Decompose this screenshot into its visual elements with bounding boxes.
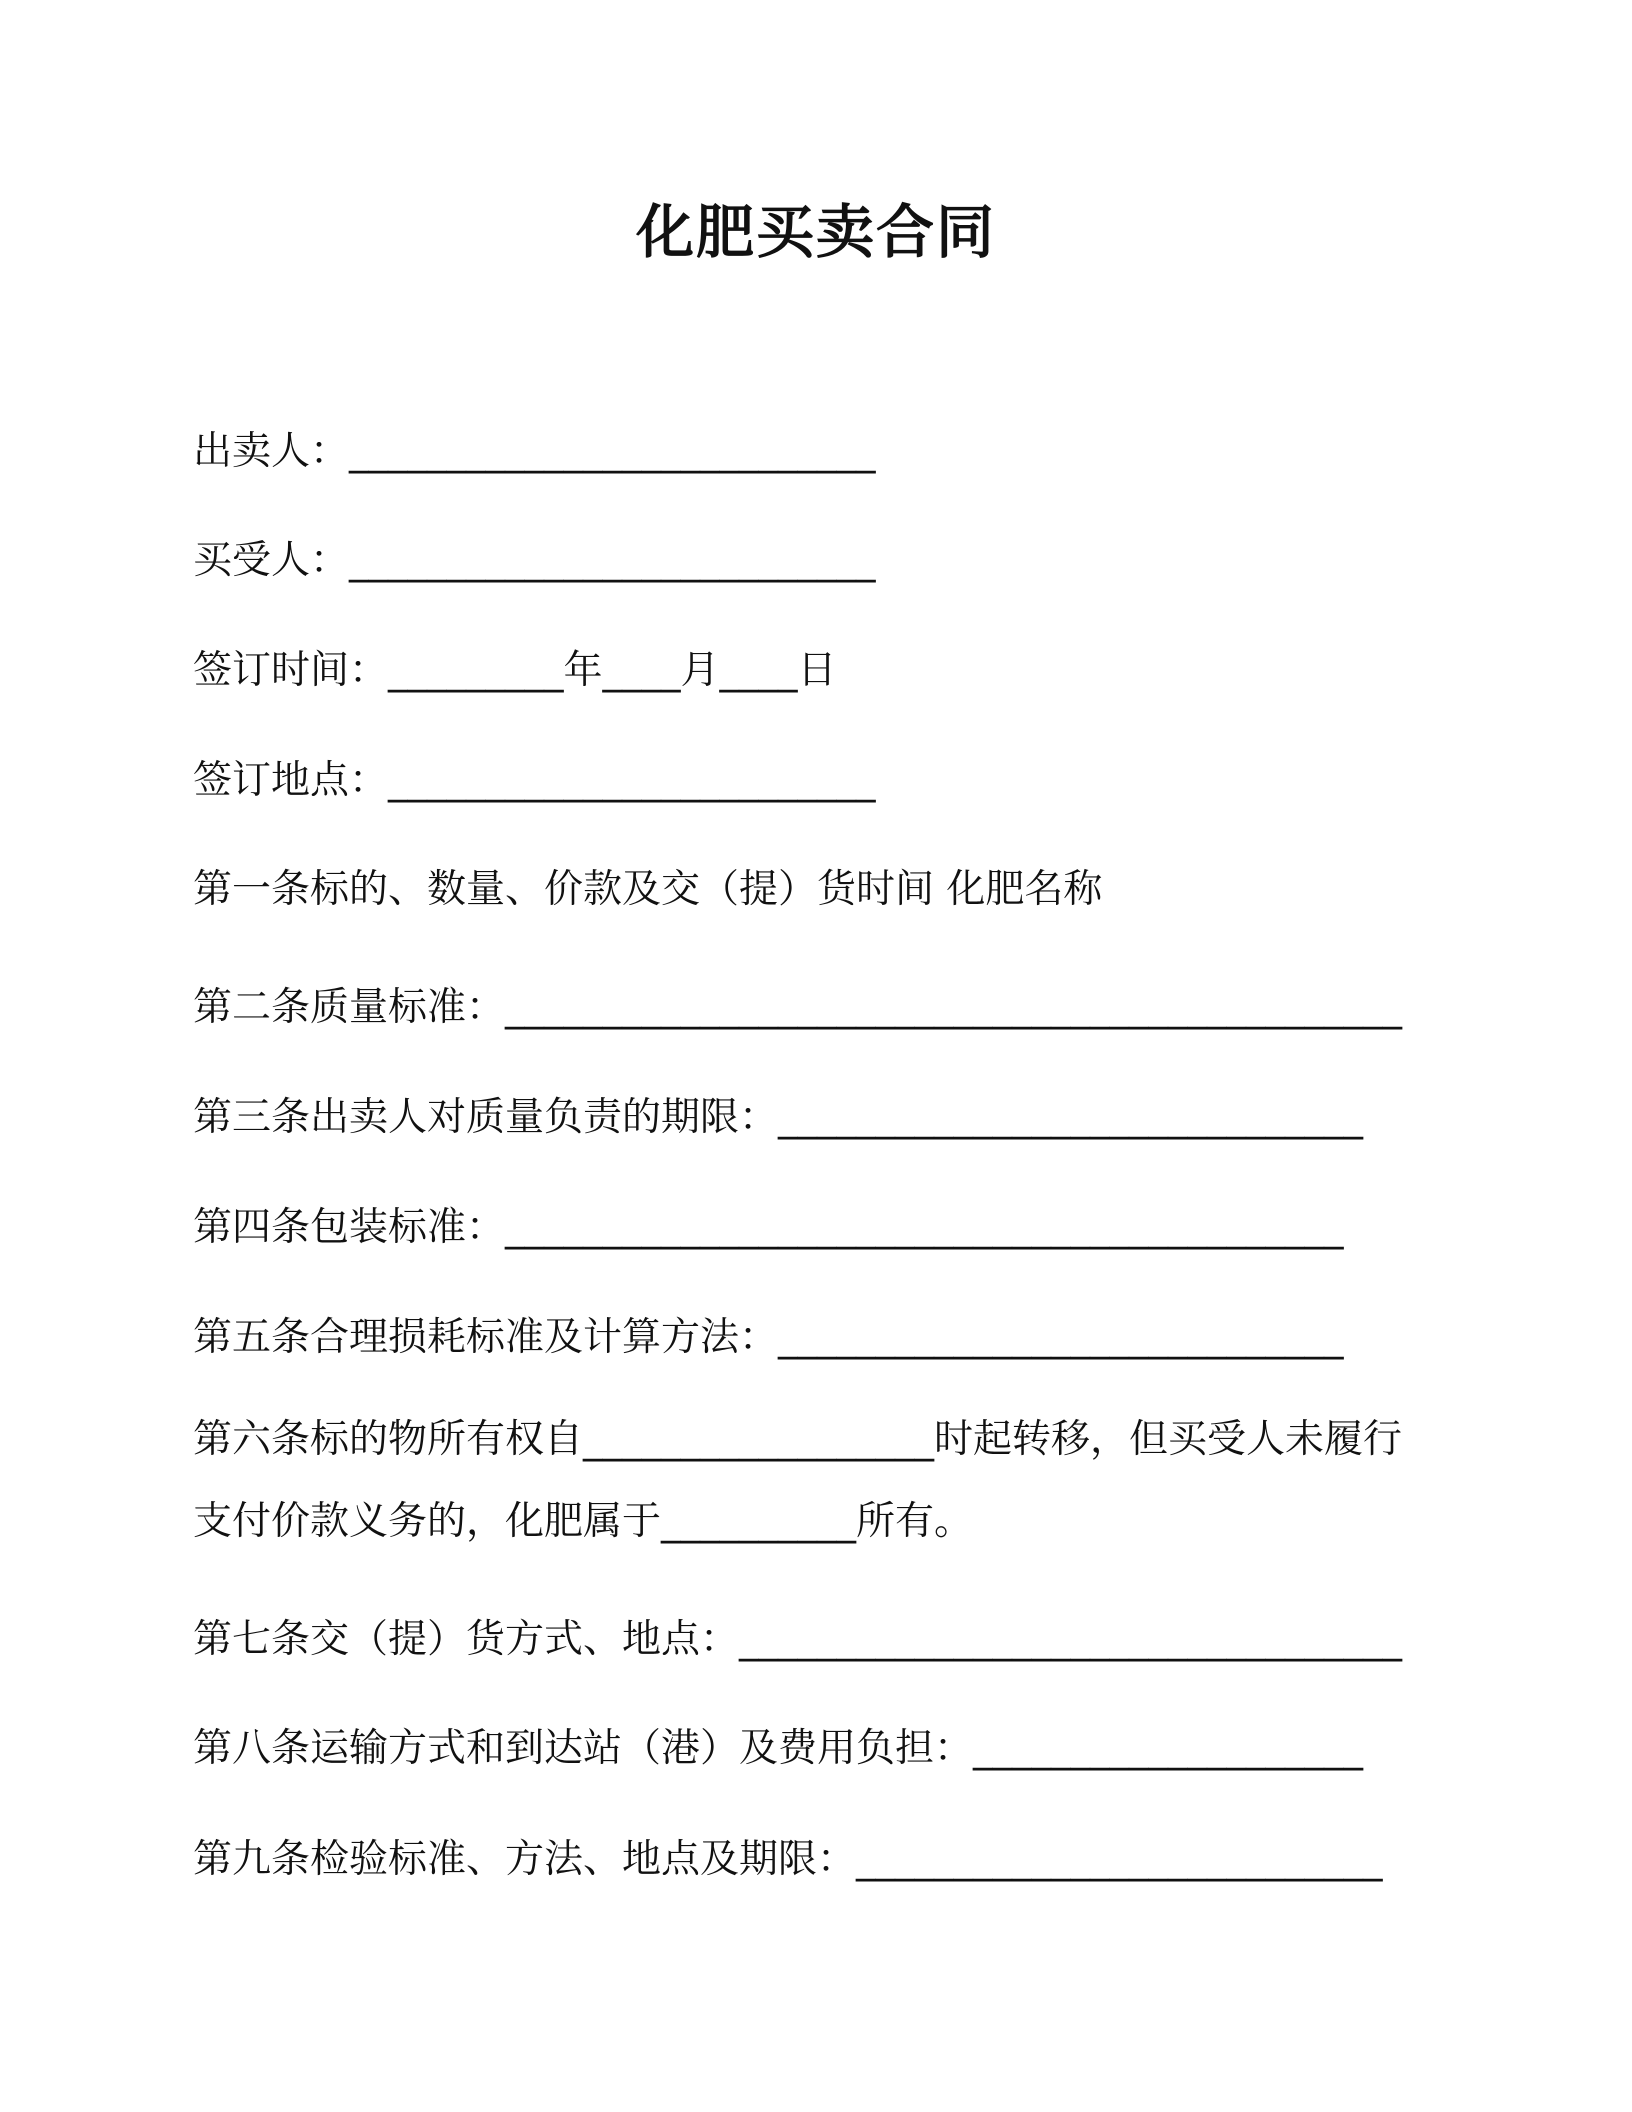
- seller-line: 出卖人：___________________________: [193, 429, 876, 474]
- article-9-line: 第九条检验标准、方法、地点及期限：___________________________: [193, 1837, 1383, 1882]
- article-3-line: 第三条出卖人对质量负责的期限：______________________________: [193, 1095, 1364, 1140]
- article-8-line: 第八条运输方式和到达站（港）及费用负担：____________________: [193, 1726, 1364, 1771]
- article-6-line: 第六条标的物所有权自__________________时起转移，但买受人未履行: [193, 1417, 1403, 1462]
- article-1-line: 第一条标的、数量、价款及交（提）货时间 化肥名称: [193, 867, 1103, 912]
- article-6-continued-line: 支付价款义务的，化肥属于__________所有。: [193, 1499, 974, 1544]
- article-7-line: 第七条交（提）货方式、地点：__________________________________: [193, 1617, 1403, 1662]
- signing-date-line: 签订时间：_________年____月____日: [193, 648, 837, 693]
- buyer-line: 买受人：___________________________: [193, 538, 876, 583]
- signing-place-line: 签订地点：_________________________: [193, 758, 876, 803]
- article-2-line: 第二条质量标准：______________________________________________: [193, 985, 1403, 1030]
- document-title: 化肥买卖合同: [635, 198, 996, 266]
- article-4-line: 第四条包装标准：___________________________________________: [193, 1205, 1344, 1250]
- article-5-line: 第五条合理损耗标准及计算方法：_____________________________: [193, 1315, 1344, 1360]
